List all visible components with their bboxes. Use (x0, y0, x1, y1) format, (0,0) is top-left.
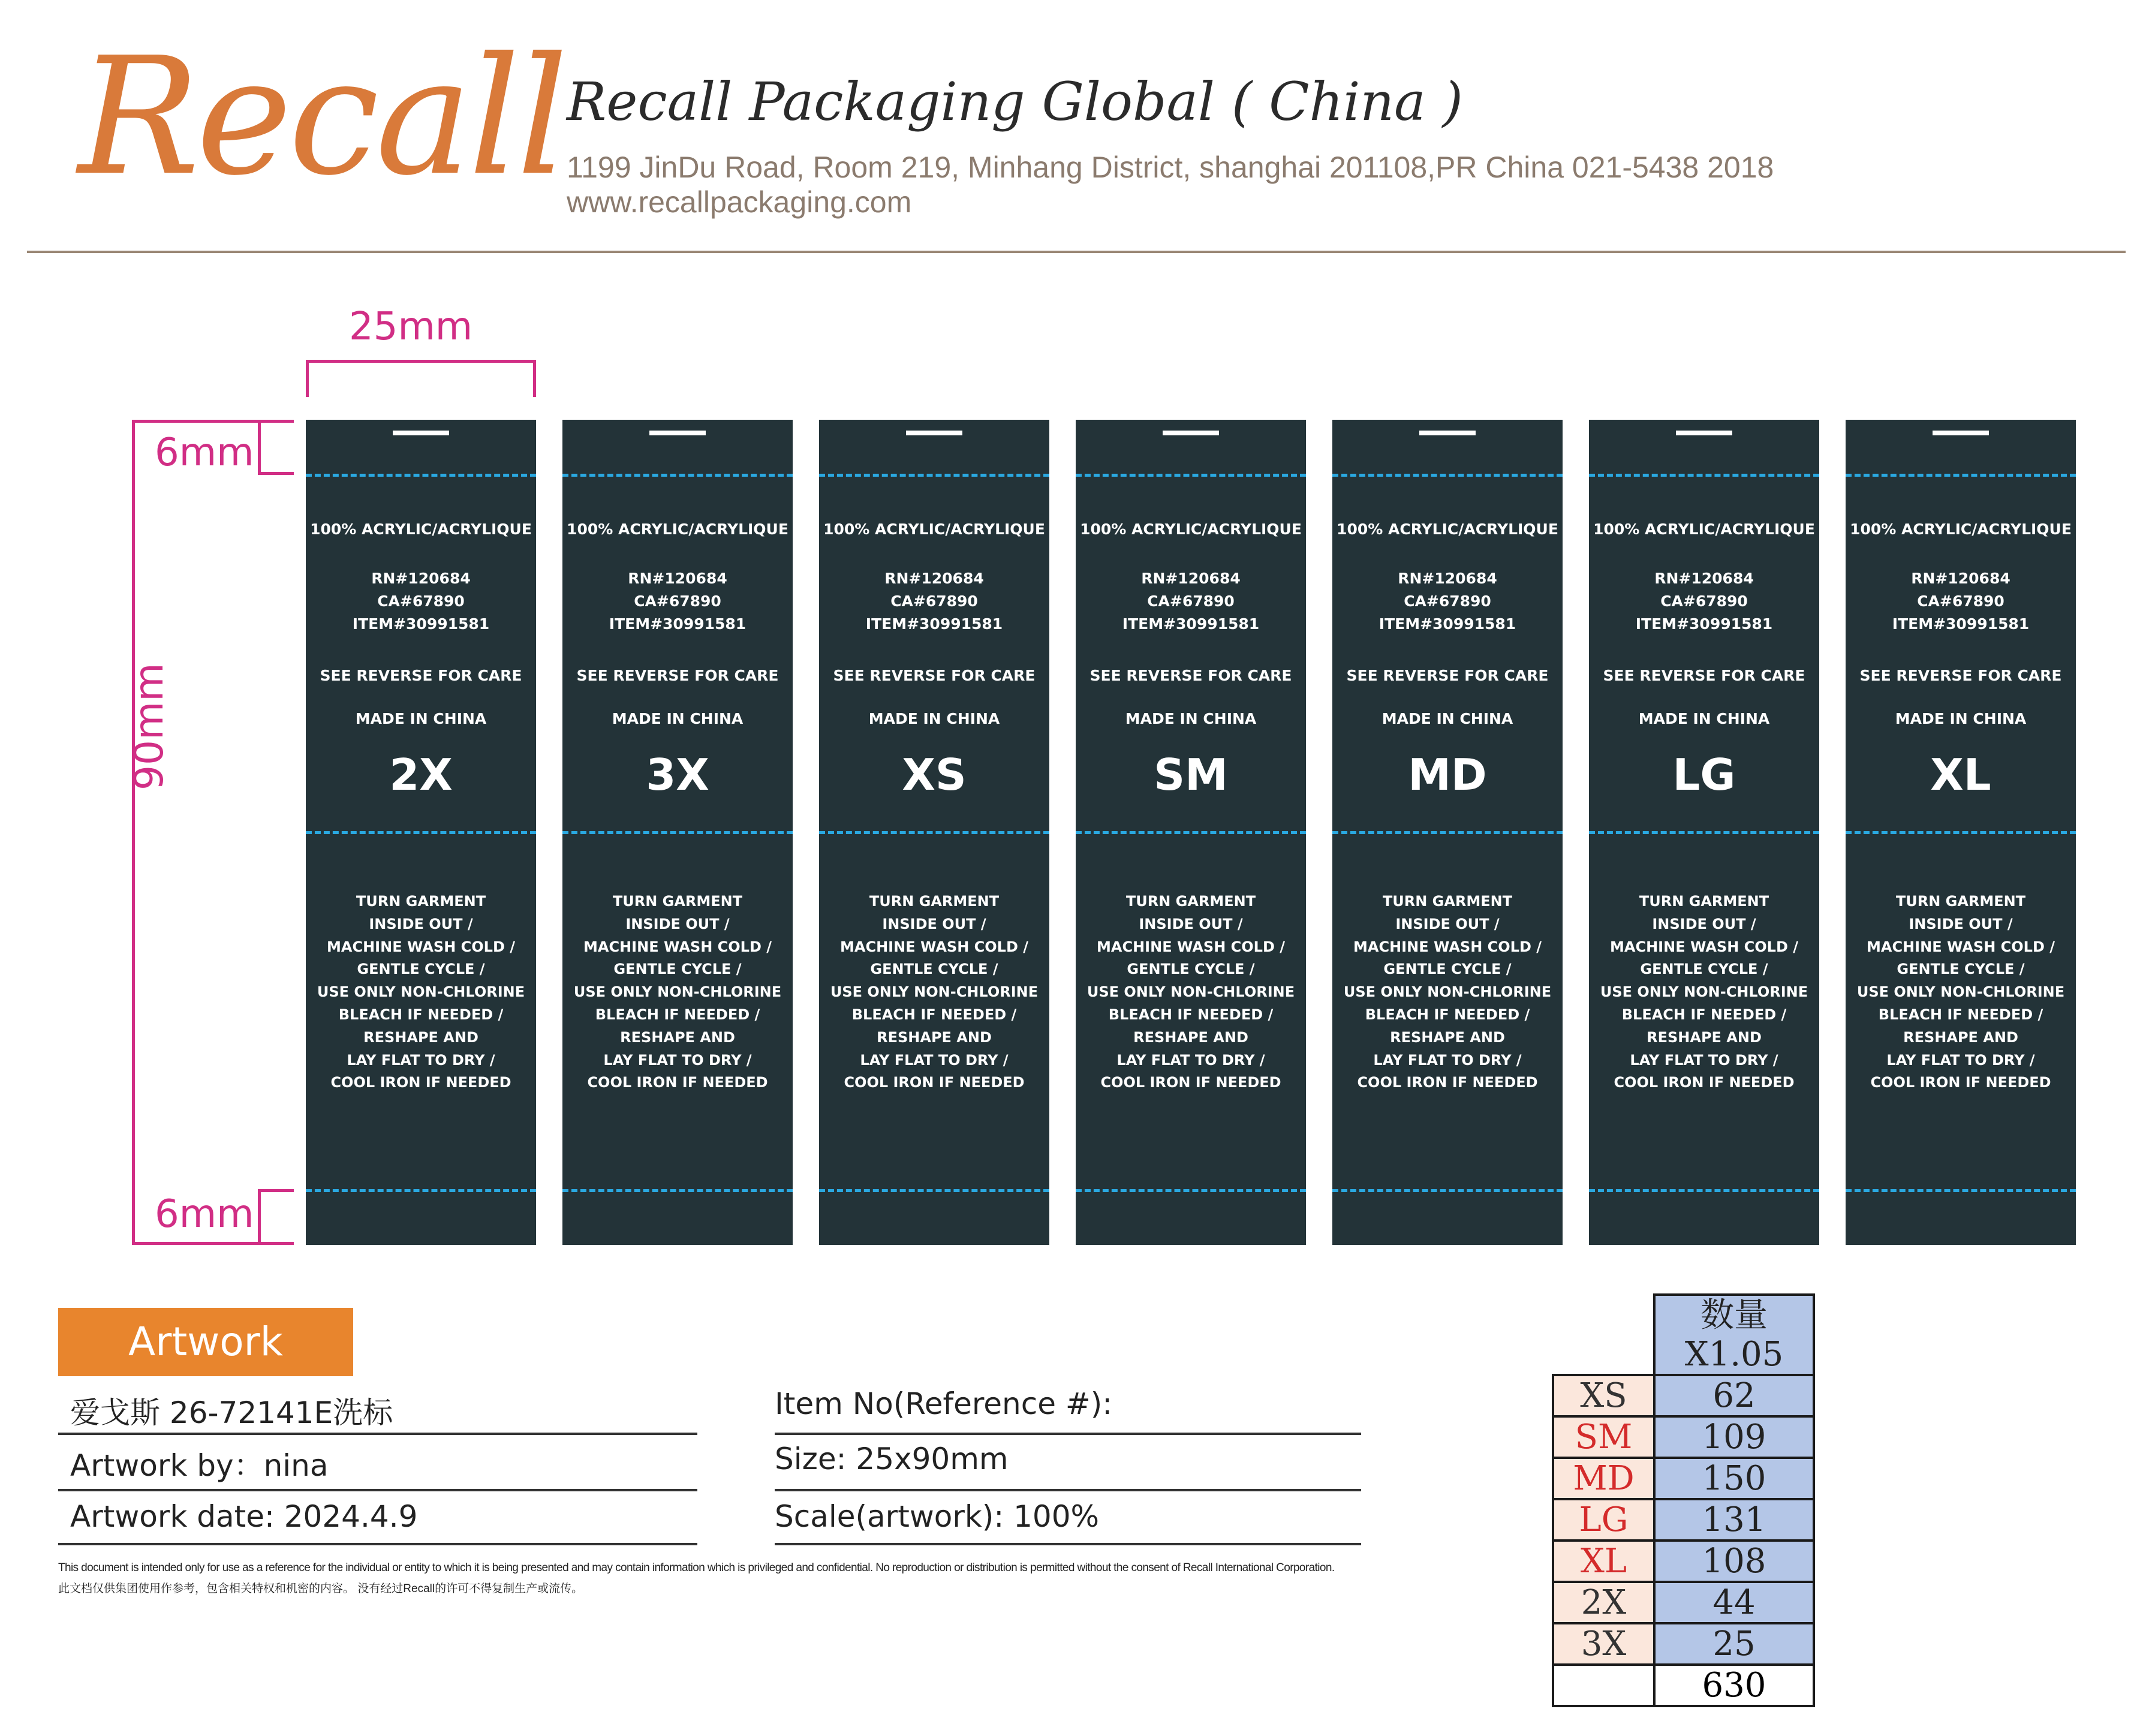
care-label-md (1332, 420, 1563, 1245)
see-reverse-text: SEE REVERSE FOR CARE (1859, 667, 2062, 684)
size-code: XS (902, 750, 967, 800)
item-number: ITEM#30991581 (352, 615, 490, 633)
width-dimension-label: 25mm (349, 305, 473, 349)
bottom-margin-bracket-side (258, 1189, 261, 1245)
care-instructions: TURN GARMENT INSIDE OUT / MACHINE WASH COLD / GENTLE CYCLE / USE ONLY NON-CHLORINE BLEACH IF NEEDED / RESHAPE AND LAY FLAT TO DRY / COOL IRON IF NEEDED (317, 893, 525, 1091)
hang-slot (649, 431, 706, 435)
disclaimer-chinese: 此文档仅供集团使用作参考，包含相关特权和机密的内容。 没有经过Recall的许可不得复制生产或流传。 (58, 1582, 583, 1595)
rn-number: RN#120684 (884, 570, 984, 587)
artwork-by: Artwork by：nina (70, 1448, 329, 1483)
fiber-content: 100% ACRYLIC/ACRYLIQUE (567, 521, 788, 538)
fold-line-bottom (1846, 1189, 2076, 1192)
see-reverse-text: SEE REVERSE FOR CARE (320, 667, 522, 684)
see-reverse-text: SEE REVERSE FOR CARE (1346, 667, 1549, 684)
care-label-3x (562, 420, 793, 1245)
top-margin-bracket-bottom (258, 472, 294, 475)
fiber-content: 100% ACRYLIC/ACRYLIQUE (1080, 521, 1302, 538)
company-website: www.recallpackaging.com (567, 185, 912, 219)
fold-line-middle (1846, 831, 2076, 834)
ca-number: CA#67890 (1404, 592, 1491, 610)
fold-line-top (819, 474, 1049, 477)
height-dimension-line (132, 420, 135, 1245)
quantity-cell: 44 (1654, 1582, 1814, 1623)
table-row (1553, 1623, 1814, 1665)
footer-rule (775, 1489, 1361, 1491)
ca-number: CA#67890 (1660, 592, 1748, 610)
header-divider (27, 251, 2126, 253)
care-label-2x (306, 420, 536, 1245)
see-reverse-text: SEE REVERSE FOR CARE (1089, 667, 1292, 684)
size-code: XL (1930, 750, 1991, 800)
size-code: SM (1154, 750, 1228, 800)
fold-line-top (1076, 474, 1306, 477)
size-cell: LG (1553, 1499, 1654, 1541)
footer-rule (775, 1433, 1361, 1435)
rn-number: RN#120684 (1398, 570, 1497, 587)
rn-number: RN#120684 (1911, 570, 2010, 587)
width-dimension-bracket-top (306, 360, 536, 363)
hang-slot (1419, 431, 1476, 435)
top-margin-label: 6mm (155, 431, 254, 475)
fiber-content: 100% ACRYLIC/ACRYLIQUE (310, 521, 532, 538)
table-row (1553, 1582, 1814, 1623)
rn-number: RN#120684 (371, 570, 471, 587)
total-label-cell (1553, 1665, 1654, 1706)
rn-number: RN#120684 (1654, 570, 1754, 587)
artwork-date: Artwork date: 2024.4.9 (70, 1499, 418, 1534)
company-address: 1199 JinDu Road, Room 219, Minhang District, shanghai 201108,PR China 021-5438 2018 (567, 151, 1774, 184)
table-row (1553, 1541, 1814, 1582)
footer-rule (775, 1543, 1361, 1545)
fold-line-middle (819, 831, 1049, 834)
care-instructions: TURN GARMENT INSIDE OUT / MACHINE WASH COLD / GENTLE CYCLE / USE ONLY NON-CHLORINE BLEACH IF NEEDED / RESHAPE AND LAY FLAT TO DRY / COOL IRON IF NEEDED (573, 893, 782, 1091)
fold-line-middle (1076, 831, 1306, 834)
size-cell: 2X (1553, 1582, 1654, 1623)
recall-logo: Recall (78, 22, 565, 211)
item-number: ITEM#30991581 (1379, 615, 1516, 633)
fold-line-top (562, 474, 793, 477)
see-reverse-text: SEE REVERSE FOR CARE (833, 667, 1036, 684)
quantity-table-header-row (1553, 1295, 1814, 1375)
size-cell: MD (1553, 1458, 1654, 1499)
top-margin-bracket-top (258, 420, 294, 423)
fiber-content: 100% ACRYLIC/ACRYLIQUE (823, 521, 1045, 538)
made-in-text: MADE IN CHINA (612, 710, 744, 727)
made-in-text: MADE IN CHINA (1382, 710, 1513, 727)
bottom-margin-bracket-top (258, 1189, 294, 1192)
fold-line-top (306, 474, 536, 477)
hang-slot (393, 431, 449, 435)
quantity-total: 630 (1654, 1665, 1814, 1706)
hang-slot (1676, 431, 1732, 435)
height-dimension-bottom-tick (132, 1242, 294, 1245)
quantity-header: 数量X1.05 (1654, 1295, 1814, 1375)
care-label-xl (1846, 420, 2076, 1245)
size-cell: SM (1553, 1416, 1654, 1458)
quantity-cell: 150 (1654, 1458, 1814, 1499)
item-number: ITEM#30991581 (1122, 615, 1260, 633)
table-row (1553, 1499, 1814, 1541)
made-in-text: MADE IN CHINA (355, 710, 487, 727)
product-name: 爱戈斯 26-72141E洗标 (70, 1395, 393, 1430)
quantity-cell: 109 (1654, 1416, 1814, 1458)
fiber-content: 100% ACRYLIC/ACRYLIQUE (1593, 521, 1815, 538)
table-row (1553, 1416, 1814, 1458)
hang-slot (906, 431, 962, 435)
item-number: ITEM#30991581 (1635, 615, 1773, 633)
quantity-cell: 131 (1654, 1499, 1814, 1541)
artwork-badge: Artwork (58, 1308, 353, 1376)
footer-rule (58, 1489, 697, 1491)
care-label-lg (1589, 420, 1819, 1245)
top-margin-bracket-side (258, 420, 261, 475)
table-row (1553, 1458, 1814, 1499)
care-instructions: TURN GARMENT INSIDE OUT / MACHINE WASH COLD / GENTLE CYCLE / USE ONLY NON-CHLORINE BLEACH IF NEEDED / RESHAPE AND LAY FLAT TO DRY / COOL IRON IF NEEDED (1086, 893, 1295, 1091)
made-in-text: MADE IN CHINA (868, 710, 1000, 727)
footer-rule (58, 1433, 697, 1435)
care-label-xs (819, 420, 1049, 1245)
care-instructions: TURN GARMENT INSIDE OUT / MACHINE WASH COLD / GENTLE CYCLE / USE ONLY NON-CHLORINE BLEACH IF NEEDED / RESHAPE AND LAY FLAT TO DRY / COOL IRON IF NEEDED (1600, 893, 1808, 1091)
label-size: Size: 25x90mm (775, 1442, 1009, 1476)
quantity-cell: 108 (1654, 1541, 1814, 1582)
table-row (1553, 1375, 1814, 1416)
fold-line-bottom (1332, 1189, 1563, 1192)
item-number: ITEM#30991581 (865, 615, 1003, 633)
height-dimension-label: 90mm (126, 663, 172, 790)
item-number: ITEM#30991581 (609, 615, 747, 633)
fold-line-top (1589, 474, 1819, 477)
quantity-table (1552, 1293, 1815, 1707)
rn-number: RN#120684 (628, 570, 727, 587)
footer-rule (58, 1543, 697, 1545)
care-instructions: TURN GARMENT INSIDE OUT / MACHINE WASH COLD / GENTLE CYCLE / USE ONLY NON-CHLORINE BLEACH IF NEEDED / RESHAPE AND LAY FLAT TO DRY / COOL IRON IF NEEDED (1343, 893, 1552, 1091)
fold-line-bottom (1076, 1189, 1306, 1192)
size-code: MD (1408, 750, 1487, 800)
care-label-sm (1076, 420, 1306, 1245)
fold-line-middle (1589, 831, 1819, 834)
bottom-margin-label: 6mm (155, 1192, 254, 1236)
disclaimer-english: This document is intended only for use as a reference for the individual or entity to which it is being presented and may contain information which is privileged and confidential. No reproduction or distribution is permitted without the consent of Recall International Corporation. (58, 1562, 1335, 1574)
item-number-field: Item No(Reference #): (775, 1386, 1113, 1421)
fold-line-middle (562, 831, 793, 834)
fold-line-bottom (306, 1189, 536, 1192)
made-in-text: MADE IN CHINA (1125, 710, 1257, 727)
size-cell: XL (1553, 1541, 1654, 1582)
fold-line-bottom (819, 1189, 1049, 1192)
fold-line-top (1846, 474, 2076, 477)
width-dimension-bracket-left (306, 360, 309, 397)
hang-slot (1163, 431, 1219, 435)
care-instructions: TURN GARMENT INSIDE OUT / MACHINE WASH COLD / GENTLE CYCLE / USE ONLY NON-CHLORINE BLEACH IF NEEDED / RESHAPE AND LAY FLAT TO DRY / COOL IRON IF NEEDED (1856, 893, 2065, 1091)
size-cell: XS (1553, 1375, 1654, 1416)
see-reverse-text: SEE REVERSE FOR CARE (1603, 667, 1805, 684)
fold-line-middle (306, 831, 536, 834)
item-number: ITEM#30991581 (1892, 615, 2030, 633)
fiber-content: 100% ACRYLIC/ACRYLIQUE (1850, 521, 2072, 538)
hang-slot (1933, 431, 1989, 435)
quantity-total-row (1553, 1665, 1814, 1706)
quantity-cell: 62 (1654, 1375, 1814, 1416)
fold-line-bottom (1589, 1189, 1819, 1192)
made-in-text: MADE IN CHINA (1895, 710, 2027, 727)
rn-number: RN#120684 (1141, 570, 1241, 587)
size-code: 3X (646, 750, 709, 800)
size-code: LG (1672, 750, 1736, 800)
size-cell: 3X (1553, 1623, 1654, 1665)
artwork-scale: Scale(artwork): 100% (775, 1499, 1100, 1534)
fold-line-top (1332, 474, 1563, 477)
ca-number: CA#67890 (377, 592, 465, 610)
see-reverse-text: SEE REVERSE FOR CARE (576, 667, 779, 684)
ca-number: CA#67890 (1917, 592, 2004, 610)
fold-line-middle (1332, 831, 1563, 834)
ca-number: CA#67890 (890, 592, 978, 610)
ca-number: CA#67890 (1147, 592, 1235, 610)
width-dimension-bracket-right (533, 360, 536, 397)
made-in-text: MADE IN CHINA (1638, 710, 1770, 727)
company-name: Recall Packaging Global ( China ) (567, 71, 1463, 133)
size-code: 2X (389, 750, 453, 800)
header-blank-cell (1553, 1295, 1654, 1375)
ca-number: CA#67890 (634, 592, 721, 610)
fiber-content: 100% ACRYLIC/ACRYLIQUE (1337, 521, 1558, 538)
fold-line-bottom (562, 1189, 793, 1192)
care-instructions: TURN GARMENT INSIDE OUT / MACHINE WASH COLD / GENTLE CYCLE / USE ONLY NON-CHLORINE BLEACH IF NEEDED / RESHAPE AND LAY FLAT TO DRY / COOL IRON IF NEEDED (830, 893, 1039, 1091)
quantity-cell: 25 (1654, 1623, 1814, 1665)
